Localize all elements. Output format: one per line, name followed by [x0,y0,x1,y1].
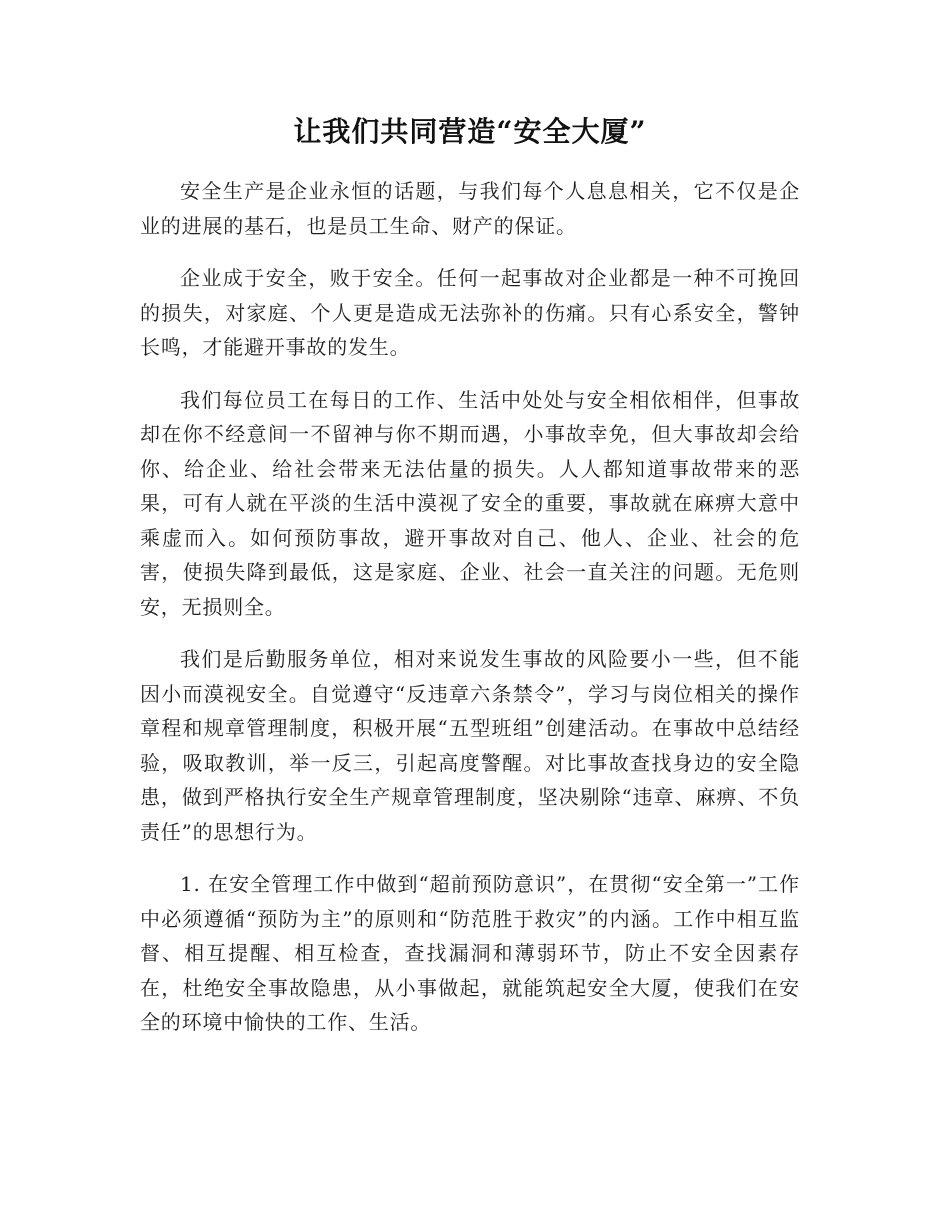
document-title: 让我们共同营造“安全大厦” [293,115,647,148]
paragraph-5: 1. 在安全管理工作中做到“超前预防意识”，在贯彻“安全第一”工作中必须遵循“预防为主”的原则和“防范胜于救灾”的内涵。工作中相互监督、相互提醒、相互检查，查找漏洞和薄弱环节，防止不安全因素存在，杜绝安全事故隐患，从小事做起，就能筑起安全大厦，使我们在安全的环境中愉快的工作、生活。 [140,872,800,1034]
paragraph-4: 我们是后勤服务单位，相对来说发生事故的风险要小一些，但不能因小而漠视安全。自觉遵守“反违章六条禁令”，学习与岗位相关的操作章程和规章管理制度，积极开展“五型班组”创建活动。在事故中总结经验，吸取教训，举一反三，引起高度警醒。对比事故查找身边的安全隐患，做到严格执行安全生产规章管理制度，坚决剔除“违章、麻痹、不负责任”的思想行为。 [140,647,800,844]
paragraph-3: 我们每位员工在每日的工作、生活中处处与安全相依相伴，但事故却在你不经意间一不留神与你不期而遇，小事故幸免，但大事故却会给你、给企业、给社会带来无法估量的损失。人人都知道事故带来的恶果，可有人就在平淡的生活中漠视了安全的重要，事故就在麻痹大意中乘虚而入。如何预防事故，避开事故对自己、他人、企业、社会的危害，使损失降到最低，这是家庭、企业、社会一直关注的问题。无危则安，无损则全。 [140,387,800,619]
paragraph-2: 企业成于安全，败于安全。任何一起事故对企业都是一种不可挽回的损失，对家庭、个人更是造成无法弥补的伤痛。只有心系安全，警钟长鸣，才能避开事故的发生。 [140,266,800,359]
paragraph-1: 安全生产是企业永恒的话题，与我们每个人息息相关，它不仅是企业的进展的基石，也是员工生命、财产的保证。 [140,179,800,238]
